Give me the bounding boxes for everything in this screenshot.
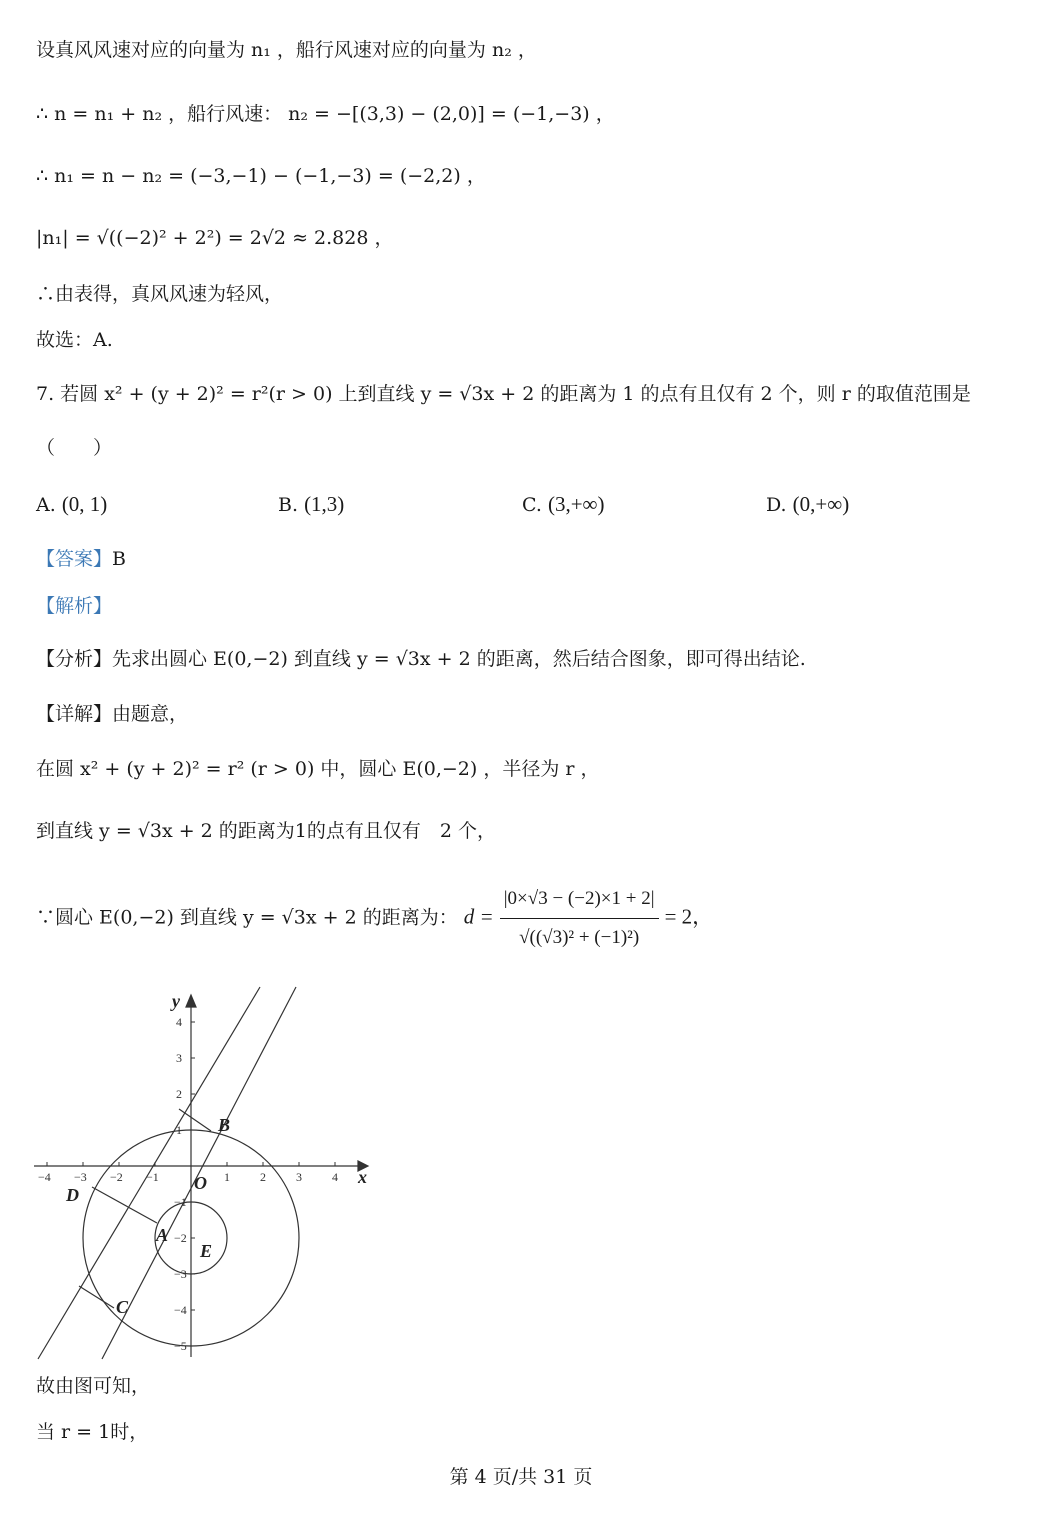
option-d [766,490,849,519]
option-b [278,490,344,519]
origin-label: O [194,1173,207,1193]
option-a [36,490,107,519]
answer-value: B [112,548,126,570]
question-paren: （ ） [36,437,113,459]
x-tick-label: −3 [74,1170,87,1184]
option-value: (0,+∞) [792,492,850,516]
y-tick-label: 4 [176,1015,182,1029]
x-tick-label: 3 [296,1170,302,1184]
option-letter: A. [36,494,56,516]
solution-line-6: 故选：A. [36,329,113,351]
point-label-e: E [200,1241,213,1261]
question-stem: 7. 若圆 x² + (y + 2)² = r²(r > 0) 上到直线 y = √3x + 2 的距离为 1 的点有且仅有 2 个，则 r 的取值范围是 [36,383,971,405]
option-letter: B. [278,494,299,516]
solution-line-2: ∴ n = n₁ + n₂ ，船行风速： n₂ = −[(3,3) − (2,0)] = (−1,−3) ， [36,103,615,125]
y-tick-label: −2 [174,1231,187,1245]
option-letter: C. [522,494,542,516]
distance-intro: ∵圆心 E(0,−2) 到直线 y = √3x + 2 的距离为： [36,906,458,929]
solution-line-5: ∴由表得，真风风速为轻风， [36,283,284,305]
distance-lhs: d = [463,904,494,929]
answer-tag: 【答案】 [36,548,113,570]
detail-line-4 [36,882,713,955]
point-label-a: A [156,1225,169,1245]
detail-text: 由题意， [112,703,189,725]
coordinate-figure [30,985,390,1365]
solution-line-3: ∴ n₁ = n − n₂ = (−3,−1) − (−1,−3) = (−2,2) ， [36,165,486,187]
closing-line-1: 故由图可知， [36,1375,151,1397]
detail-tag: 【详解】 [36,703,113,725]
x-tick-label: 2 [260,1170,266,1184]
y-tick-label: 1 [176,1123,182,1137]
solution-line-4: |n₁| = √((−2)² + 2²) = 2√2 ≈ 2.828 ， [36,227,394,249]
solution-line-1: 设真风风速对应的向量为 n₁ ，船行风速对应的向量为 n₂ ， [36,39,537,61]
x-tick-label: −2 [110,1170,123,1184]
perpendicular-d [92,1187,157,1223]
y-tick-label: −3 [174,1267,187,1281]
point-label-b: B [218,1115,231,1135]
point-label-c: C [116,1297,129,1317]
distance-fraction [500,882,659,955]
fraction-denominator: √((√3)² + (−1)²) [519,927,640,948]
page-footer: 第 4 页/共 31 页 [449,1466,593,1488]
x-axis-label: x [358,1167,367,1187]
option-c [522,490,605,519]
y-tick-label: 3 [176,1051,182,1065]
y-tick-label: −1 [174,1195,187,1209]
y-axis-label: y [172,991,180,1011]
option-letter: D. [766,494,787,516]
y-axis-arrow [186,995,196,1007]
analysis-heading: 【解析】 [36,595,113,617]
x-tick-label: −4 [38,1170,51,1184]
option-value: (1,3) [304,492,345,516]
analysis-text: 先求出圆心 E(0,−2) 到直线 y = √3x + 2 的距离，然后结合图象，即可得出结论. [112,648,806,670]
y-tick-label: −5 [174,1339,187,1353]
detail-line-2: 在圆 x² + (y + 2)² = r² (r > 0) 中，圆心 E(0,−2) ，半径为 r ， [36,758,600,780]
y-tick-label: −4 [174,1303,187,1317]
perpendicular-b [179,1109,211,1131]
option-value: (0, 1) [61,492,108,516]
answer-line [36,545,126,573]
x-tick-label: −1 [146,1170,159,1184]
closing-line-2: 当 r = 1时， [36,1421,149,1443]
y-tick-label: 2 [176,1087,182,1101]
x-tick-label: 4 [332,1170,338,1184]
fraction-numerator: |0×√3 − (−2)×1 + 2| [500,882,659,919]
analysis-tag: 【分析】 [36,648,113,670]
option-value: (3,+∞) [547,492,605,516]
detail-line-1 [36,700,188,728]
detail-line-3: 到直线 y = √3x + 2 的距离为1的点有且仅有 2 个， [36,820,497,842]
analysis-line [36,645,806,673]
x-tick-label: 1 [224,1170,230,1184]
point-label-d: D [66,1185,79,1205]
distance-rhs: = 2， [664,904,714,929]
